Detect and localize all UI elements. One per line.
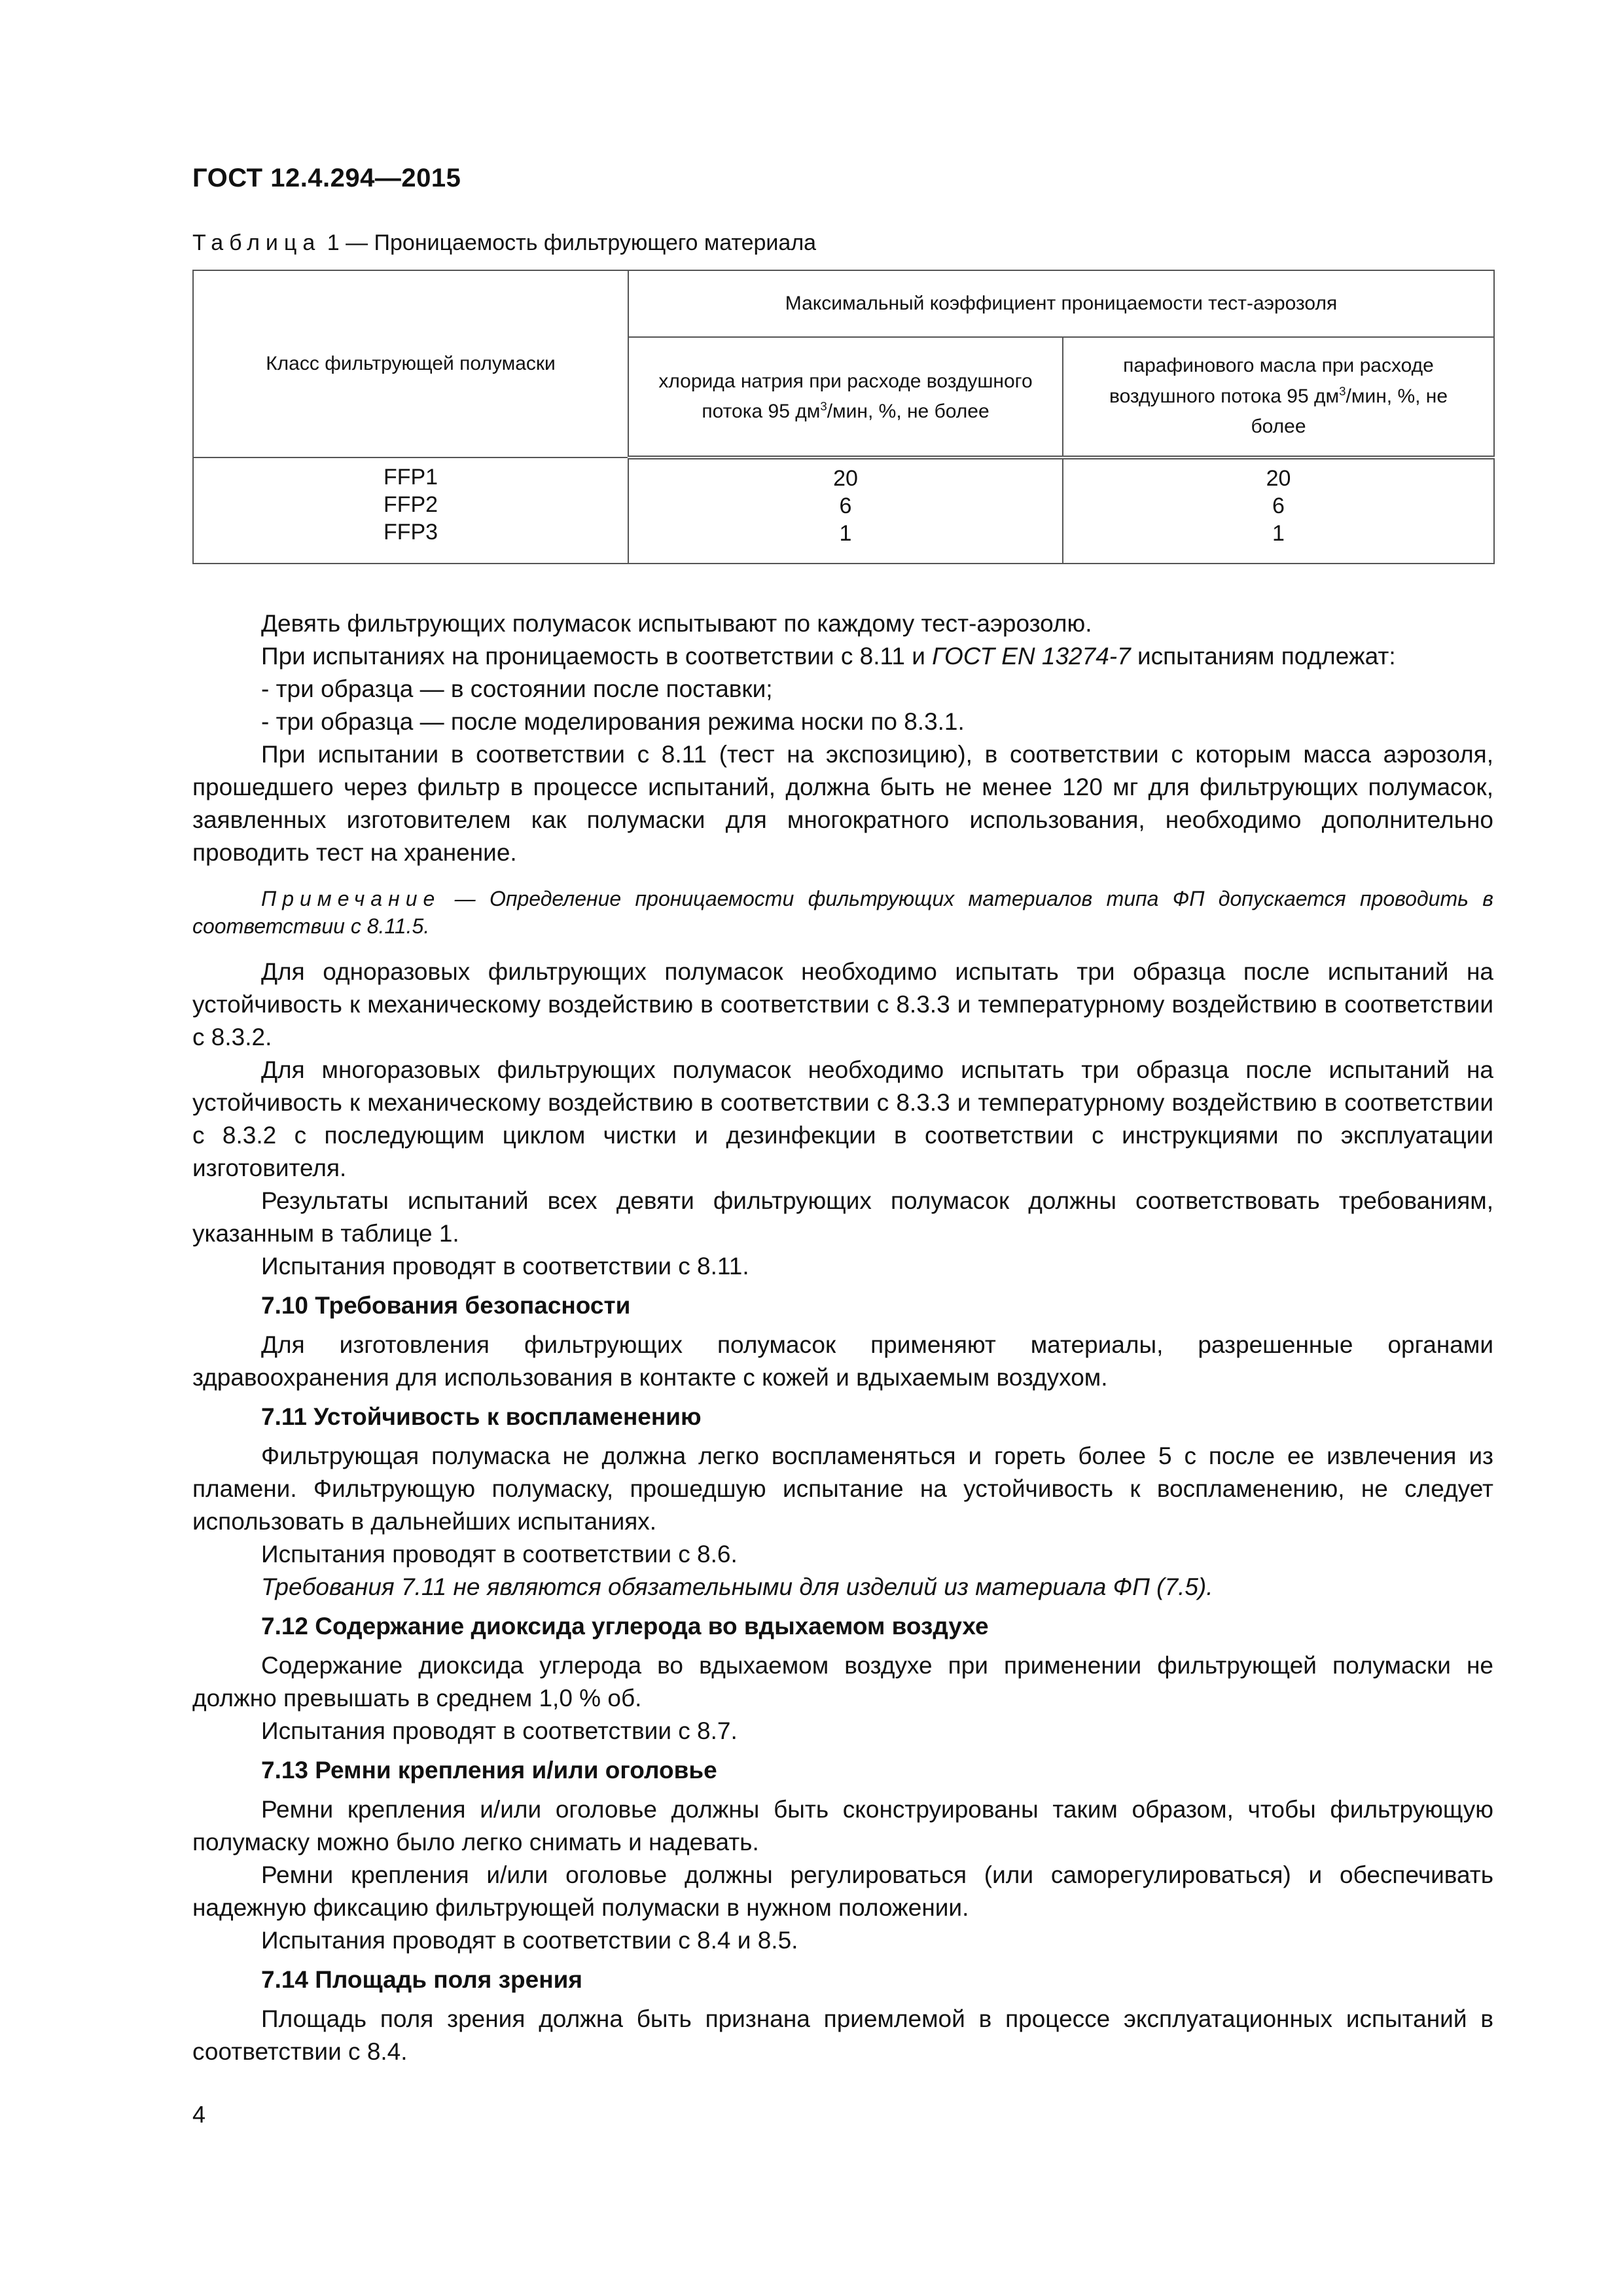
section-heading-7-11: 7.11 Устойчивость к воспламенению <box>261 1403 702 1430</box>
paragraph: Площадь поля зрения должна быть признана приемлемой в процессе эксплуатационных испытаний в соответствии с 8.4. <box>192 2005 1493 2065</box>
col-group-header: Максимальный коэффициент проницаемости тест-аэрозоля <box>628 270 1494 337</box>
col-header-oil: парафинового масла при расходе воздушного потока 95 $дм^3$/мин, %, не более <box>1063 337 1494 457</box>
col-header-class: Класс фильтрующей полумаски <box>193 270 628 457</box>
table-caption <box>192 230 816 256</box>
col-header-nacl: хлорида натрия при расходе воздушного потока 95 $дм^3$/мин, %, не более <box>628 337 1063 457</box>
paragraph: При испытаниях на проницаемость в соответствии с 8.11 и ГОСТ EN 13274-7 испытаниям подлежат: <box>261 643 1396 670</box>
paragraph: При испытании в соответствии с 8.11 (тест на экспозицию), в соответствии с которым масса аэрозоля, прошедшего через фильтр в процессе испытаний, должна быть не менее 120 мг для фильтрующих полумасок, заявленных изготовителем как полумаски для многократного использования, необходимо дополнительно проводить тест на хранение. <box>192 741 1493 866</box>
section-heading-7-12: 7.12 Содержание диоксида углерода во вдыхаемом воздухе <box>261 1613 989 1640</box>
paragraph: Испытания проводят в соответствии с 8.7. <box>261 1717 738 1744</box>
standard-reference: ГОСТ EN 13274-7 <box>932 643 1131 670</box>
paragraph: Испытания проводят в соответствии с 8.4 и 8.5. <box>261 1927 798 1954</box>
class-cell: FFP1 FFP2 FFP3 <box>193 457 628 564</box>
paragraph: Ремни крепления и/или оголовье должны регулироваться (или саморегулироваться) и обеспечивать надежную фиксацию фильтрующей полумаски в нужном положении. <box>192 1861 1493 1921</box>
paragraph: Требования 7.11 не являются обязательными для изделий из материала ФП (7.5). <box>261 1573 1213 1600</box>
table-caption-prefix: Таблица <box>192 230 321 255</box>
paragraph: Девять фильтрующих полумасок испытывают по каждому тест-аэрозолю. <box>261 610 1092 637</box>
section-heading-7-14: 7.14 Площадь поля зрения <box>261 1966 582 1993</box>
permeability-table <box>192 270 1495 564</box>
paragraph: Для одноразовых фильтрующих полумасок необходимо испытать три образца после испытаний на устойчивость к механическому воздействию в соответствии с 8.3.3 и температурному воздействию в соответствии с 8.3.2. <box>192 958 1493 1050</box>
page-number: 4 <box>192 2101 206 2128</box>
paragraph: Ремни крепления и/или оголовье должны быть сконструированы таким образом, чтобы фильтрующую полумаску можно было легко снимать и надевать. <box>192 1796 1493 1856</box>
table-caption-text: 1 — Проницаемость фильтрующего материала <box>321 230 817 255</box>
note: Примечание — Определение проницаемости фильтрующих материалов типа ФП допускается проводить в соответствии с 8.11.5. <box>192 887 1493 938</box>
paragraph: Содержание диоксида углерода во вдыхаемом воздухе при применении фильтрующей полумаски не должно превышать в среднем 1,0 % об. <box>192 1652 1493 1712</box>
paragraph: Для изготовления фильтрующих полумасок применяют материалы, разрешенные органами здравоохранения для использования в контакте с кожей и вдыхаемым воздухом. <box>192 1331 1493 1391</box>
paragraph: Фильтрующая полумаска не должна легко воспламеняться и гореть более 5 с после ее извлечения из пламени. Фильтрующую полумаску, прошедшую испытание на устойчивость к воспламенению, не следует использовать в дальнейших испытаниях. <box>192 1443 1493 1535</box>
paragraph: Испытания проводят в соответствии с 8.11. <box>261 1253 749 1280</box>
document-header: ГОСТ 12.4.294—2015 <box>192 164 461 192</box>
oil-cell: 20 6 1 <box>1063 457 1494 564</box>
table-row <box>193 457 1494 564</box>
list-item: - три образца — после моделирования режима носки по 8.3.1. <box>261 708 965 735</box>
section-heading-7-13: 7.13 Ремни крепления и/или оголовье <box>261 1757 717 1784</box>
section-heading-7-10: 7.10 Требования безопасности <box>261 1292 631 1319</box>
body-text <box>192 607 1493 2068</box>
paragraph: Для многоразовых фильтрующих полумасок необходимо испытать три образца после испытаний на устойчивость к механическому воздействию в соответствии с 8.3.3 и температурному воздействию в соответствии с 8.3.2 с последующим циклом чистки и дезинфекции в соответствии с инструкциями по эксплуатации изготовителя. <box>192 1056 1493 1181</box>
nacl-cell: 20 6 1 <box>628 457 1063 564</box>
paragraph: Результаты испытаний всех девяти фильтрующих полумасок должны соответствовать требованиям, указанным в таблице 1. <box>192 1187 1493 1247</box>
list-item: - три образца — в состоянии после поставки; <box>261 675 773 702</box>
paragraph: Испытания проводят в соответствии с 8.6. <box>261 1541 738 1568</box>
